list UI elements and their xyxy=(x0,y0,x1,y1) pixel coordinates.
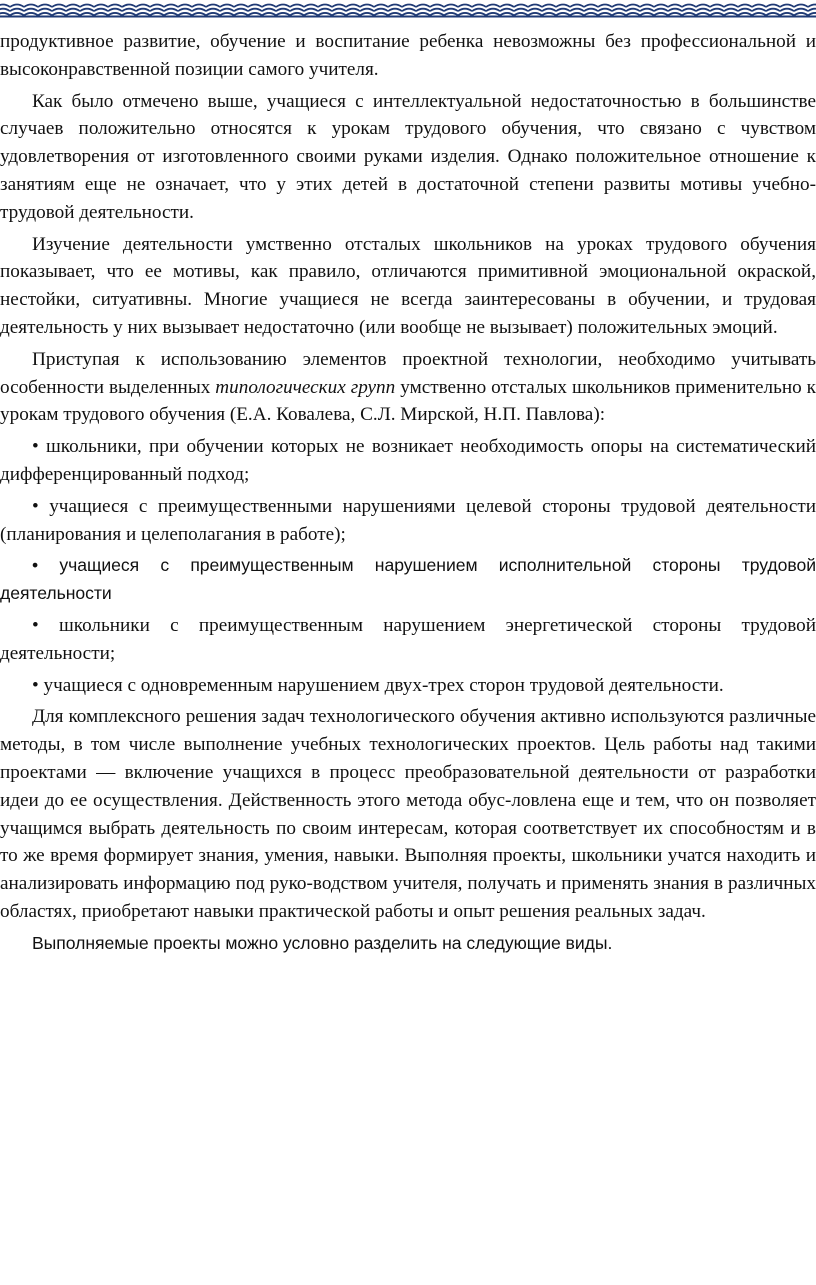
paragraph-project-methods: Для комплексного решения задач технологического обучения активно используются различные методы, в том числе выполнение учебных технологических проектов. Цель работы над такими проектами — включение учащихся в процесс преобразовательной деятельности от разработки идеи до ее осуществления. Действенность этого метода обус-ловлена еще и тем, что он позволяет учащимся выбрать деятельность по своим интересам, которая соответствует их способностям и в то же время формирует знания, умения, навыки. Выполняя проекты, школьники учатся находить и анализировать информацию под руко-водством учителя, получать и применять знания в различных областях, приобретают навыки практической работы и опыт решения реальных задач. xyxy=(0,706,816,922)
paragraph-activity-study: Изучение деятельности умственно отсталых школьников на уроках трудового обучения показывает, что ее мотивы, как правило, отличаются примитивной эмоциональной окраской, нестойки, ситуативны. Многие учащиеся не всегда заинтересованы в обучении, и трудовая деятельность у них вызывает недостаточно (или вообще не вызывает) положительных эмоций. xyxy=(0,233,816,338)
typological-text-before: Приступая к использованию элементов проектной технологии, необходимо учитывать особенности выделенных xyxy=(0,348,816,398)
typological-text-after: умственно отсталых школьников применительно к урокам трудового обучения (Е.А. Ковалева, С.Л. Мирской, Н.П. Павлова): xyxy=(0,376,816,426)
bullet-item: • учащиеся с преимущественным нарушением исполнительной стороны трудовой деятельности xyxy=(0,555,816,604)
typological-groups-emphasis: типологических групп xyxy=(215,376,396,398)
paragraph-project-types: Выполняемые проекты можно условно разделить на следующие виды. xyxy=(32,932,613,953)
paragraph-continuation: продуктивное развитие, обучение и воспитание ребенка невозможны без профессиональной и высоконравственной позиции самого учителя. xyxy=(0,31,816,80)
bullet-item: • учащиеся с одновременным нарушением двух-трех сторон трудовой деятельности. xyxy=(32,674,724,696)
bullet-item: • школьники с преимущественным нарушением энергетической стороны трудовой деятельности; xyxy=(0,614,816,664)
wave-border-icon xyxy=(0,0,816,18)
paragraph-typological-groups xyxy=(0,346,816,429)
bullet-item: • учащиеся с преимущественными нарушениями целевой стороны трудовой деятельности (планирования и целеполагания в работе); xyxy=(0,495,816,545)
decorative-top-border xyxy=(0,0,816,18)
bullet-item: • школьники, при обучении которых не возникает необходимость опоры на систематический дифференцированный подход; xyxy=(0,436,816,485)
paragraph-students-attitude: Как было отмечено выше, учащиеся с интеллектуальной недостаточностью в большинстве случаев положительно относятся к урокам трудового обучения, что связано с чувством удовлетворения от изготовленного своими руками изделия. Однако положительное отношение к занятиям еще не означает, что у этих детей в достаточной степени развиты мотивы учебно-трудовой деятельности. xyxy=(0,90,816,223)
